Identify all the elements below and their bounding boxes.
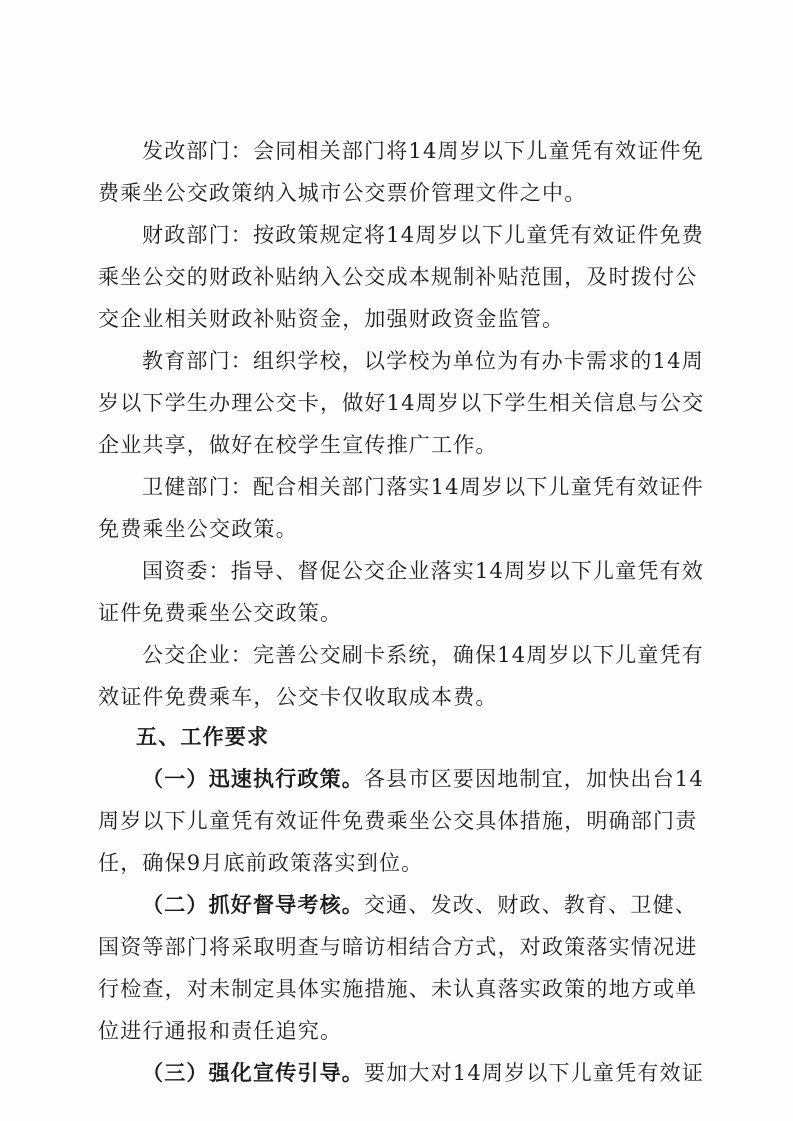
paragraph-line: 费乘坐公交政策纳入城市公交票价管理文件之中。 xyxy=(98,181,587,205)
item-first-line xyxy=(142,1058,704,1088)
item-text: 要加大对14周岁以下儿童凭有效证 xyxy=(364,1061,704,1085)
paragraph-line: 国资委：指导、督促公交企业落实14周岁以下儿童凭有效 xyxy=(142,559,704,583)
section-heading: 五、工作要求 xyxy=(136,725,270,749)
paragraph-line: 企业共享，做好在校学生宣传推广工作。 xyxy=(98,433,498,457)
item-title: （一）迅速执行政策。 xyxy=(142,766,364,791)
paragraph-line: 行检查，对未制定具体实施措施、未认真落实政策的地方或单 xyxy=(98,977,698,1001)
item-text: 各县市区要因地制宜，加快出台14 xyxy=(364,767,704,791)
paragraph-line: 周岁以下儿童凭有效证件免费乘坐公交具体措施，明确部门责 xyxy=(98,809,698,833)
item-first-line xyxy=(142,890,698,920)
paragraph-line: 交企业相关财政补贴资金，加强财政资金监管。 xyxy=(98,307,565,331)
item-title: （二）抓好督导考核。 xyxy=(142,892,364,917)
paragraph-line: 效证件免费乘车，公交卡仅收取成本费。 xyxy=(98,685,498,709)
paragraph-line: 任，确保9月底前政策落实到位。 xyxy=(98,851,424,875)
paragraph-line: 免费乘坐公交政策。 xyxy=(98,517,298,541)
paragraph-line: 财政部门：按政策规定将14周岁以下儿童凭有效证件免费 xyxy=(142,223,704,247)
paragraph-line: 岁以下学生办理公交卡，做好14周岁以下学生相关信息与公交 xyxy=(98,391,705,415)
paragraph-line: 位进行通报和责任追究。 xyxy=(98,1019,343,1043)
item-first-line xyxy=(142,764,704,794)
paragraph-line: 公交企业：完善公交刷卡系统，确保14周岁以下儿童凭有 xyxy=(142,643,704,667)
paragraph-line: 教育部门：组织学校，以学校为单位为有办卡需求的14周 xyxy=(142,349,704,373)
paragraph-line: 国资等部门将采取明查与暗访相结合方式，对政策落实情况进 xyxy=(98,935,698,959)
paragraph-line: 乘坐公交的财政补贴纳入公交成本规制补贴范围，及时拨付公 xyxy=(98,265,698,289)
paragraph-line: 发改部门：会同相关部门将14周岁以下儿童凭有效证件免 xyxy=(142,139,704,163)
paragraph-line: 证件免费乘坐公交政策。 xyxy=(98,601,343,625)
paragraph-line: 卫健部门：配合相关部门落实14周岁以下儿童凭有效证件 xyxy=(142,475,704,499)
item-title: （三）强化宣传引导。 xyxy=(142,1060,364,1085)
item-text: 交通、发改、财政、教育、卫健、 xyxy=(364,893,697,917)
